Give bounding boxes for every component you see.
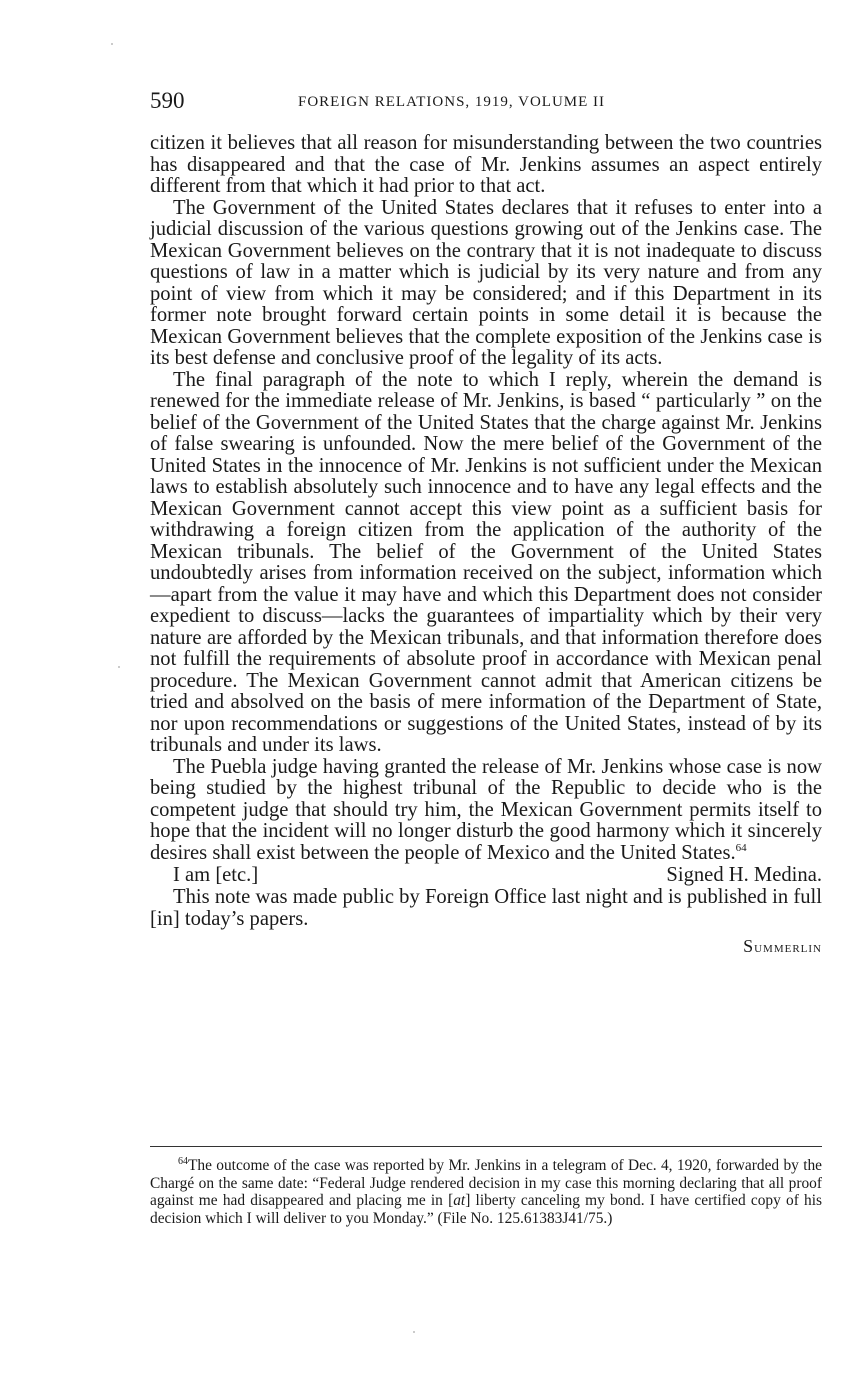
footnote	[150, 1157, 822, 1228]
page-header	[150, 86, 822, 116]
footnote-number: 64	[178, 1155, 188, 1167]
closing-line	[150, 864, 822, 887]
footnote-text-part-1: The outcome of the case was reported by Mr. Jenkins in a telegram of Dec. 4, 1920, forwarded by the Chargé on the same date: “Federal Judge rendered decision in my case this morning declaring that all proof against me had disappeared and placing me in [	[150, 1157, 822, 1210]
scan-speck	[118, 666, 120, 668]
signer-name: Summerlin	[743, 936, 822, 956]
paragraph-puebla-judge-text: The Puebla judge having granted the release of Mr. Jenkins whose case is now being studied by the highest tribunal of the Republic to decide who is the competent judge that should try him, the Mexican Government permits itself to hope that the incident will no longer disturb the good harmony which it sincerely desires shall exist between the people of Mexico and the United States.	[150, 755, 822, 864]
scan-speck	[111, 43, 113, 45]
footnote-italic-word: at	[453, 1192, 466, 1210]
paragraph-puebla-judge	[150, 757, 822, 865]
footnote-text-part-2: ] liberty canceling my bond. I have certified copy of his decision which I will deliver to you Monday.” (File No. 125.61383J41/75.)	[150, 1192, 822, 1228]
closing-signature: Signed H. Medina.	[666, 864, 822, 886]
scan-speck	[413, 1331, 415, 1333]
paragraph-continued: citizen it believes that all reason for misunderstanding between the two countries has disappeared and that the case of Mr. Jenkins assumes an aspect entirely different from that which it had prior to that act.	[150, 132, 822, 197]
footnote-reference[interactable]: 64	[735, 841, 747, 854]
footnote-rule	[150, 1146, 822, 1147]
running-title: FOREIGN RELATIONS, 1919, VOLUME II	[298, 94, 606, 110]
paragraph-judicial-discussion: The Government of the United States declares that it refuses to enter into a judicial discussion of the various questions growing out of the Jenkins case. The Mexican Government believes on the contrary that it is not inadequate to discuss questions of law in a matter which is judicial by its very nature and from any point of view from which it may be considered; and if this Department in its former note brought forward certain points in some detail it is because the Mexican Government believes that the complete exposition of the Jenkins case is its best defense and conclusive proof of the legality of its acts.	[150, 196, 822, 369]
body-text	[150, 133, 822, 959]
page-number: 590	[150, 88, 185, 113]
paragraph-final-paragraph-reply: The final paragraph of the note to which I reply, wherein the demand is renewed for the immediate release of Mr. Jenkins, is based “ particularly ” on the belief of the Government of the United States that the charge against Mr. Jenkins of false swearing is unfounded. Now the mere belief of the Government of the United States in the innocence of Mr. Jenkins is not sufficient under the Mexican laws to establish absolutely such innocence and to have any legal effects and the Mexican Government cannot accept this view point as a sufficient basis for withdrawing a foreign citizen from the application of the authority of the Mexican tribunals. The belief of the Government of the United States undoubtedly arises from information received on the subject, information which—apart from the value it may have and which this Department does not consider expedient to discuss—lacks the guarantees of impartiality which by their very nature are afforded by the Mexican tribunals, and that information therefore does not fulfill the requirements of absolute proof in accordance with Mexican penal procedure. The Mexican Government cannot admit that American citizens be tried and absolved on the basis of mere information of the Department of State, nor upon recommendations or suggestions of the United States, instead of by its tribunals and under its laws.	[150, 368, 822, 756]
trailer-note: This note was made public by Foreign Office last night and is published in full [in] today’s papers.	[150, 886, 822, 930]
closing-salutation: I am [etc.]	[173, 864, 259, 886]
